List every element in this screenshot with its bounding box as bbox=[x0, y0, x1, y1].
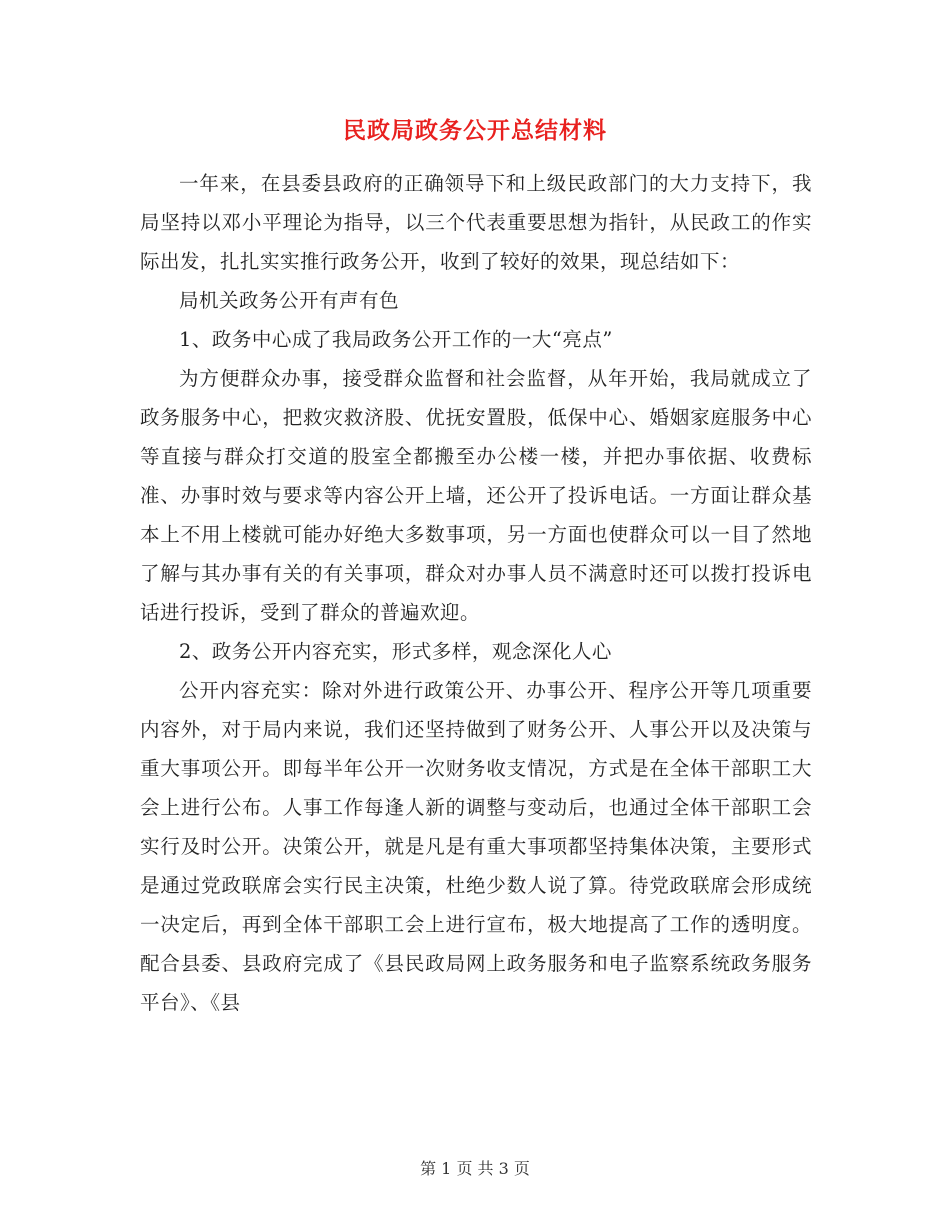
paragraph-intro: 一年来，在县委县政府的正确领导下和上级民政部门的大力支持下，我局坚持以邓小平理论为指导，以三个代表重要思想为指针，从民政工的作实际出发，扎扎实实推行政务公开，收到了较好的效果，现总结如下： bbox=[140, 172, 812, 273]
document-body bbox=[140, 164, 812, 1022]
page-footer: 第 1 页 共 3 页 bbox=[420, 1159, 530, 1178]
paragraph-content: 公开内容充实：除对外进行政策公开、办事公开、程序公开等几项重要内容外，对于局内来说，我们还坚持做到了财务公开、人事公开以及决策与重大事项公开。即每半年公开一次财务收支情况，方式是在全体干部职工大会上进行公布。人事工作每逢人新的调整与变动后，也通过全体干部职工会实行及时公开。决策公开，就是凡是有重大事项都坚持集体决策，主要形式是通过党政联席会实行民主决策，杜绝少数人说了算。待党政联席会形成统一决定后，再到全体干部职工会上进行宣布，极大地提高了工作的透明度。配合县委、县政府完成了《县民政局网上政务服务和电子监察系统政务服务平台》、《县 bbox=[140, 679, 812, 1014]
section-heading: 局机关政务公开有声有色 bbox=[179, 289, 400, 312]
subsection-heading-2: 2、政务公开内容充实，形式多样，观念深化人心 bbox=[179, 640, 612, 663]
document-title: 民政局政务公开总结材料 bbox=[343, 117, 607, 144]
paragraph-service-center: 为方便群众办事，接受群众监督和社会监督，从年开始，我局就成立了政务服务中心，把救灾救济股、优抚安置股，低保中心、婚姻家庭服务中心等直接与群众打交道的股室全都搬至办公楼一楼，并把办事依据、收费标准、办事时效与要求等内容公开上墙，还公开了投诉电话。一方面让群众基本上不用上楼就可能办好绝大多数事项，另一方面也使群众可以一目了然地了解与其办事有关的有关事项，群众对办事人员不满意时还可以拨打投诉电话进行投诉，受到了群众的普遍欢迎。 bbox=[140, 367, 812, 624]
subsection-heading-1: 1、政务中心成了我局政务公开工作的一大“亮点” bbox=[179, 328, 613, 351]
